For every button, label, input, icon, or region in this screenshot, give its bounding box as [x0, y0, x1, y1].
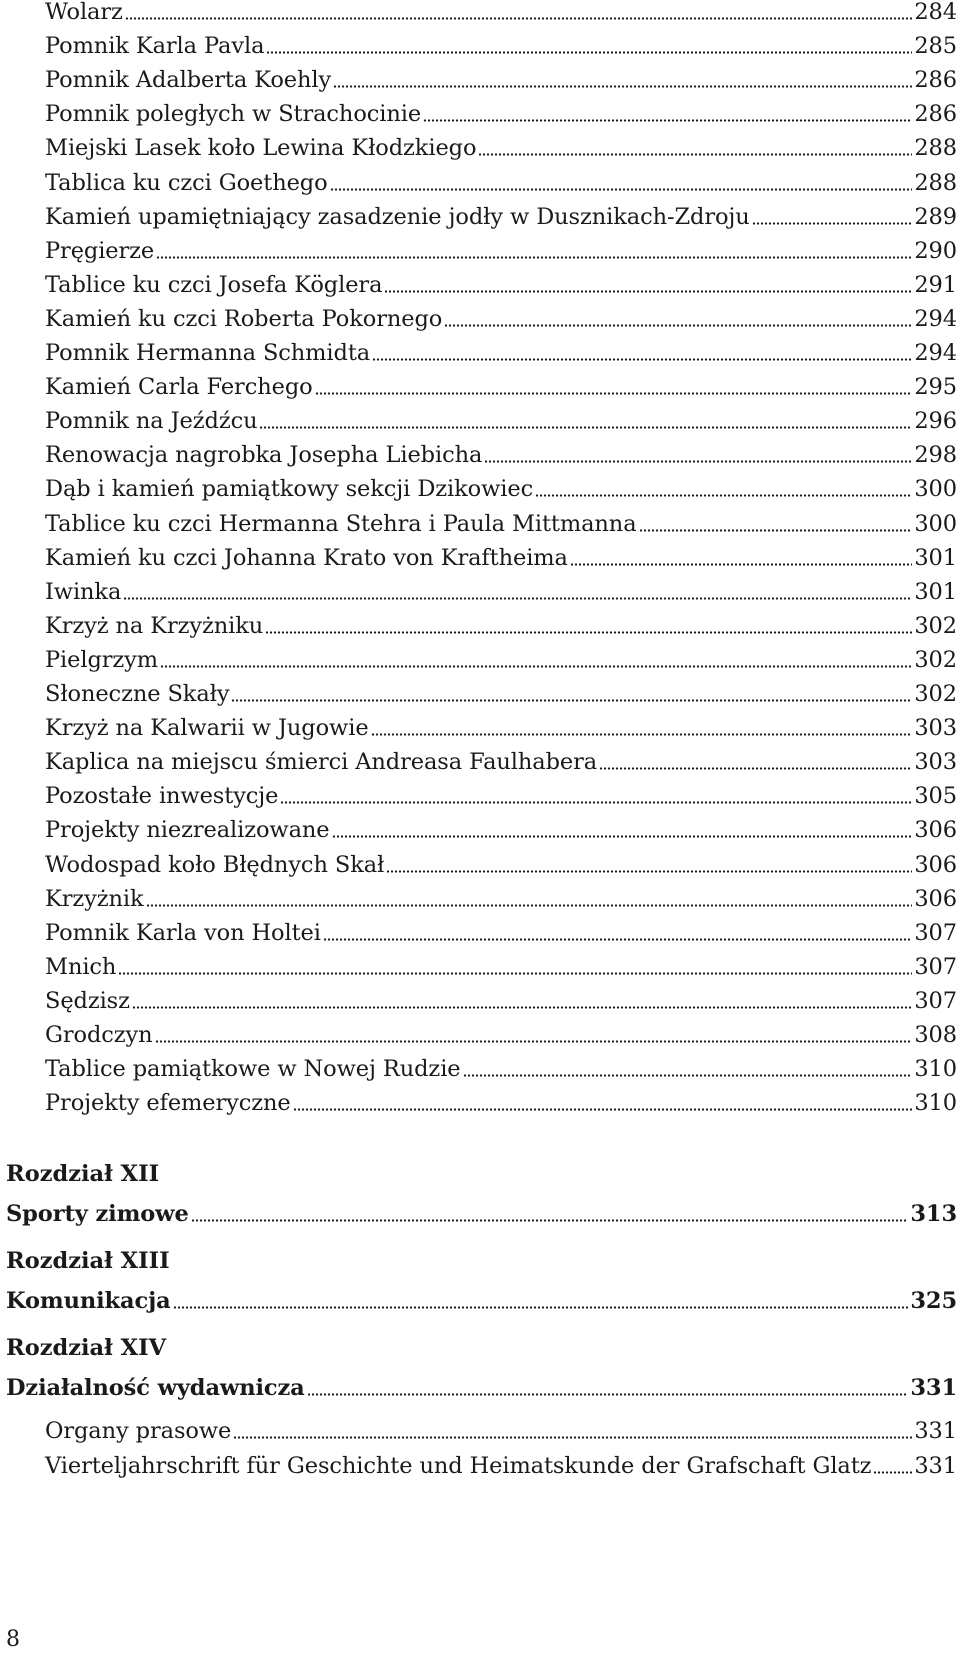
dot-leader — [323, 938, 913, 941]
toc-entry-page-number: 286 — [914, 67, 957, 94]
toc-entry-title: Dąb i kamień pamiątkowy sekcji Dzikowiec — [45, 476, 534, 503]
dot-leader — [132, 1006, 912, 1009]
dot-leader — [231, 699, 912, 702]
dot-leader — [752, 222, 913, 225]
dot-leader — [478, 153, 912, 156]
toc-entry-page-number: 294 — [914, 340, 957, 366]
toc-entry — [45, 714, 957, 742]
toc-entry — [45, 32, 957, 60]
toc-entry-page-number: 291 — [914, 271, 957, 298]
chapter-label: Rozdział XII — [6, 1161, 160, 1187]
dot-leader — [156, 256, 912, 259]
toc-entry — [45, 237, 957, 265]
chapter-title: Sporty zimowe — [6, 1201, 189, 1227]
toc-entry-page-number: 302 — [914, 646, 957, 673]
dot-leader — [233, 1436, 912, 1439]
chapter-page-number: 313 — [910, 1201, 957, 1227]
dot-leader — [639, 529, 913, 532]
toc-entry-title: Tablice ku czci Hermanna Stehra i Paula Mittmanna — [45, 510, 637, 537]
dot-leader — [332, 835, 913, 838]
toc-entry-page-number: 306 — [914, 885, 957, 912]
toc-entry-page-number: 296 — [914, 408, 957, 435]
toc-entry-title: Tablica ku czci Goethego — [45, 169, 328, 196]
toc-entry-title: Pozostałe inwestycje — [45, 783, 279, 810]
dot-leader — [146, 904, 913, 907]
toc-entry — [45, 885, 957, 913]
chapter-entry — [6, 1287, 957, 1315]
toc-entry-page-number: 331 — [914, 1452, 957, 1479]
toc-entry-title: Grodczyn — [45, 1022, 153, 1048]
dot-leader — [293, 1108, 913, 1111]
toc-entry — [45, 510, 957, 538]
toc-entry-page-number: 286 — [914, 101, 957, 128]
toc-entry-title: Kamień ku czci Johanna Krato von Kraftheima — [45, 544, 568, 571]
toc-entry-title: Krzyż na Kalwarii w Jugowie — [45, 715, 369, 742]
toc-entry — [45, 612, 957, 640]
toc-entry-page-number: 303 — [914, 749, 957, 776]
toc-entry — [45, 100, 957, 128]
toc-entry-title: Tablice ku czci Josefa Köglera — [45, 271, 383, 298]
dot-leader — [535, 494, 912, 497]
toc-entry — [45, 373, 957, 401]
toc-entry — [45, 544, 957, 572]
toc-entry-page-number: 301 — [914, 544, 957, 571]
toc-entry-title: Projekty niezrealizowane — [45, 817, 330, 844]
toc-entry-title: Wodospad koło Błędnych Skał — [45, 851, 385, 878]
toc-entry-page-number: 307 — [914, 953, 957, 980]
toc-entry — [45, 987, 957, 1015]
toc-entry-title: Krzyżnik — [45, 885, 144, 912]
dot-leader — [371, 733, 913, 736]
dot-leader — [160, 665, 912, 668]
dot-leader — [873, 1471, 912, 1474]
toc-entry-page-number: 288 — [914, 169, 957, 196]
toc-entry — [45, 680, 957, 708]
toc-entry-title: Kamień upamiętniający zasadzenie jodły w Dusznikach-Zdroju — [45, 203, 750, 230]
toc-entry-page-number: 284 — [914, 0, 957, 25]
toc-entry-page-number: 301 — [914, 578, 957, 605]
toc-entry-title: Miejski Lasek koło Lewina Kłodzkiego — [45, 135, 477, 162]
toc-entry-page-number: 306 — [914, 851, 957, 878]
toc-entry-title: Kaplica na miejscu śmierci Andreasa Faulhabera — [45, 749, 598, 776]
toc-entry-page-number: 302 — [914, 681, 957, 707]
toc-entry-title: Wolarz — [45, 0, 123, 25]
toc-entry — [45, 1089, 957, 1117]
toc-entry-title: Mnich — [45, 953, 117, 980]
dot-leader — [307, 1393, 909, 1396]
toc-entry-page-number: 290 — [914, 237, 957, 264]
toc-entry — [45, 1055, 957, 1083]
toc-entry — [45, 66, 957, 94]
dot-leader — [118, 972, 912, 975]
toc-entry-title: Iwinka — [45, 578, 122, 605]
dot-leader — [423, 119, 912, 122]
toc-entry-title: Pielgrzym — [45, 646, 159, 673]
toc-entry-page-number: 305 — [914, 783, 957, 810]
dot-leader — [259, 426, 912, 429]
toc-entry — [45, 1417, 957, 1445]
toc-entry-title: Renowacja nagrobka Josepha Liebicha — [45, 442, 483, 469]
toc-entry — [45, 134, 957, 162]
toc-entry-title: Słoneczne Skały — [45, 681, 230, 707]
chapter-page-number: 325 — [910, 1288, 957, 1314]
dot-leader — [330, 188, 913, 191]
dot-leader — [444, 324, 912, 327]
toc-entry-title: Pomnik Adalberta Koehly — [45, 67, 332, 94]
toc-entry-title: Kamień Carla Ferchego — [45, 374, 313, 401]
toc-entry — [45, 271, 957, 299]
toc-entry-page-number: 307 — [914, 919, 957, 946]
dot-leader — [372, 358, 912, 361]
toc-entry-page-number: 294 — [914, 305, 957, 332]
toc-entry-title: Pomnik Karla Pavla — [45, 33, 265, 60]
dot-leader — [315, 392, 913, 395]
dot-leader — [484, 460, 912, 463]
toc-entry — [45, 748, 957, 776]
dot-leader — [265, 631, 912, 634]
toc-entry-title: Vierteljahrschrift für Geschichte und Heimatskunde der Grafschaft Glatz — [45, 1452, 872, 1479]
toc-entry-page-number: 310 — [914, 1056, 957, 1083]
chapter-label: Rozdział XIII — [6, 1248, 170, 1274]
toc-entry — [45, 407, 957, 435]
toc-entry — [45, 203, 957, 231]
dot-leader — [463, 1074, 913, 1077]
toc-entry — [45, 782, 957, 810]
dot-leader — [123, 597, 912, 600]
page-number: 8 — [6, 1627, 20, 1652]
toc-entry-page-number: 307 — [914, 987, 957, 1014]
toc-entry — [45, 475, 957, 503]
chapter-label: Rozdział XIV — [6, 1335, 167, 1361]
chapter-entry — [6, 1374, 957, 1402]
toc-entry-page-number: 331 — [914, 1418, 957, 1444]
toc-entry-page-number: 298 — [914, 442, 957, 469]
dot-leader — [266, 51, 912, 54]
dot-leader — [384, 290, 912, 293]
chapter-title: Komunikacja — [6, 1288, 171, 1314]
toc-entry-page-number: 300 — [914, 510, 957, 537]
toc-entry-title: Kamień ku czci Roberta Pokornego — [45, 305, 443, 332]
toc-entry-title: Pomnik Hermanna Schmidta — [45, 340, 371, 366]
dot-leader — [125, 17, 913, 20]
dot-leader — [599, 767, 912, 770]
toc-entry-title: Projekty efemeryczne — [45, 1090, 291, 1117]
toc-entry-page-number: 306 — [914, 817, 957, 844]
toc-entry — [45, 441, 957, 469]
toc-entry — [45, 646, 957, 674]
dot-leader — [155, 1040, 913, 1043]
toc-entry-title: Krzyż na Krzyżniku — [45, 612, 264, 639]
toc-entry — [45, 919, 957, 947]
toc-entry — [45, 305, 957, 333]
dot-leader — [570, 563, 913, 566]
dot-leader — [191, 1219, 909, 1222]
toc-entry — [45, 578, 957, 606]
toc-entry-page-number: 303 — [914, 715, 957, 742]
dot-leader — [386, 870, 912, 873]
toc-entry-title: Pomnik na Jeźdźcu — [45, 408, 258, 435]
toc-entry-page-number: 295 — [914, 374, 957, 401]
toc-entry — [45, 953, 957, 981]
toc-entry — [45, 339, 957, 367]
toc-entry — [45, 1021, 957, 1049]
toc-entry-page-number: 310 — [914, 1090, 957, 1117]
toc-entry-title: Organy prasowe — [45, 1418, 232, 1444]
dot-leader — [173, 1306, 909, 1309]
toc-entry-page-number: 300 — [914, 476, 957, 503]
dot-leader — [280, 801, 912, 804]
toc-entry-title: Sędzisz — [45, 987, 130, 1014]
chapter-title: Działalność wydawnicza — [6, 1375, 305, 1401]
toc-entry-page-number: 289 — [914, 203, 957, 230]
toc-entry-page-number: 288 — [914, 135, 957, 162]
dot-leader — [333, 85, 912, 88]
toc-entry — [45, 816, 957, 844]
toc-entry-title: Pomnik Karla von Holtei — [45, 919, 321, 946]
toc-entry-page-number: 302 — [914, 612, 957, 639]
toc-entry-page-number: 285 — [914, 33, 957, 60]
toc-entry — [45, 169, 957, 197]
toc-entry-page-number: 308 — [914, 1022, 957, 1048]
chapter-page-number: 331 — [910, 1375, 957, 1401]
toc-entry — [45, 1452, 957, 1480]
toc-entry-title: Pręgierze — [45, 237, 155, 264]
toc-entry-title: Pomnik poległych w Strachocinie — [45, 101, 422, 128]
toc-entry — [45, 851, 957, 879]
chapter-entry — [6, 1200, 957, 1228]
toc-entry — [45, 0, 957, 26]
toc-entry-title: Tablice pamiątkowe w Nowej Rudzie — [45, 1056, 461, 1083]
